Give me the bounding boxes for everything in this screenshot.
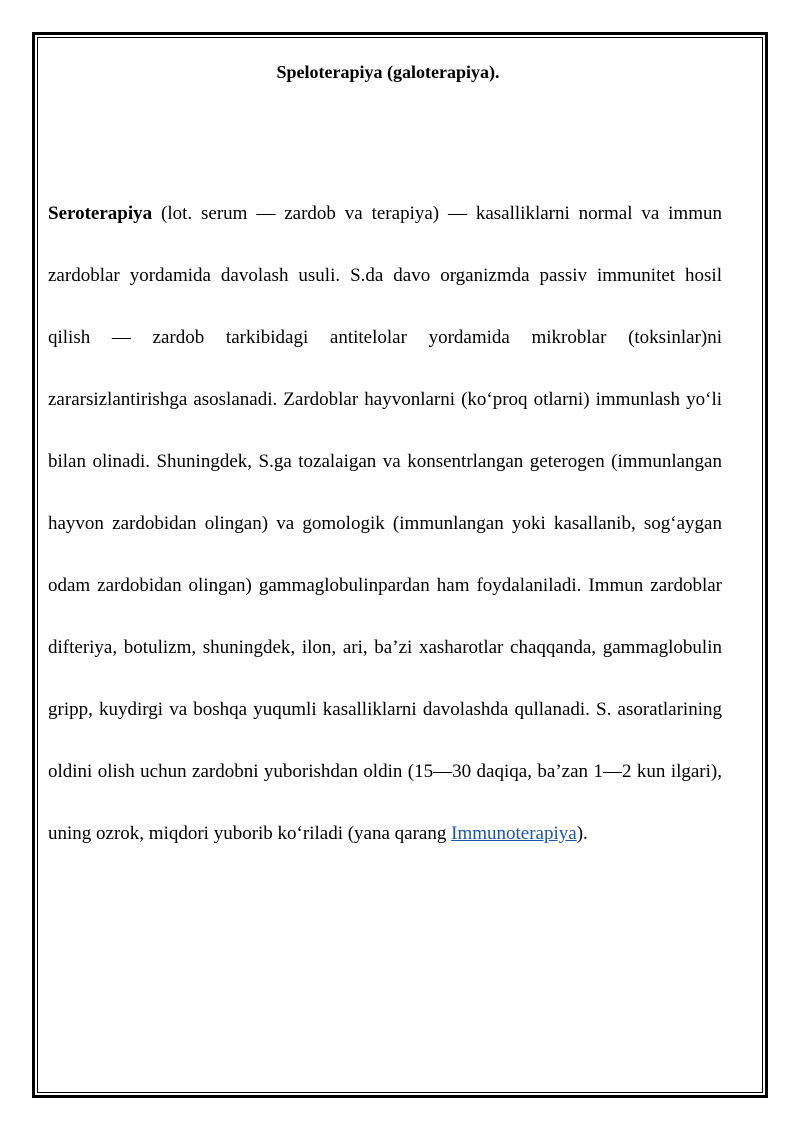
document-title: Speloterapiya (galoterapiya).: [276, 62, 500, 82]
term-heading: Seroterapiya: [48, 203, 153, 224]
paragraph-text: (lot. serum — zardob va terapiya) — kasalliklarni normal va immun zardoblar yordamida davolash usuli. S.da davo organizmda passiv immunitet hosil qilish — zardob tarkibidagi antitelolar yordamida mikroblar (toksinlar)ni zararsizlantirishga asoslanadi. Zardoblar hayvonlarni (ko‘proq otlarni) immunlash yo‘li bilan olinadi. Shuningdek, S.ga tozalaigan va konsentrlangan geterogen (immunlangan hayvon zardobidan olingan) va gomologik (immunlangan yoki kasallanib, sog‘aygan odam zardobidan olingan) gammaglobulinpardan ham foydalaniladi. Immun zardoblar difteriya, botulizm, shuningdek, ilon, ari, ba’zi xasharotlar chaqqanda, gammaglobulin gripp, kuydirgi va boshqa yuqumli kasalliklarni davolashda qullanadi. S. asoratlarining oldini olish uchun zardobni yuborishdan oldin (15—30 daqiqa, ba’zan 1—2 kun ilgari), uning ozrok, miqdori yuborib ko‘riladi (yana qarang: [48, 203, 722, 844]
immunoterapiya-link[interactable]: Immunoterapiya: [451, 823, 577, 844]
body-paragraph: [48, 183, 722, 865]
paragraph-tail: ).: [576, 823, 588, 844]
